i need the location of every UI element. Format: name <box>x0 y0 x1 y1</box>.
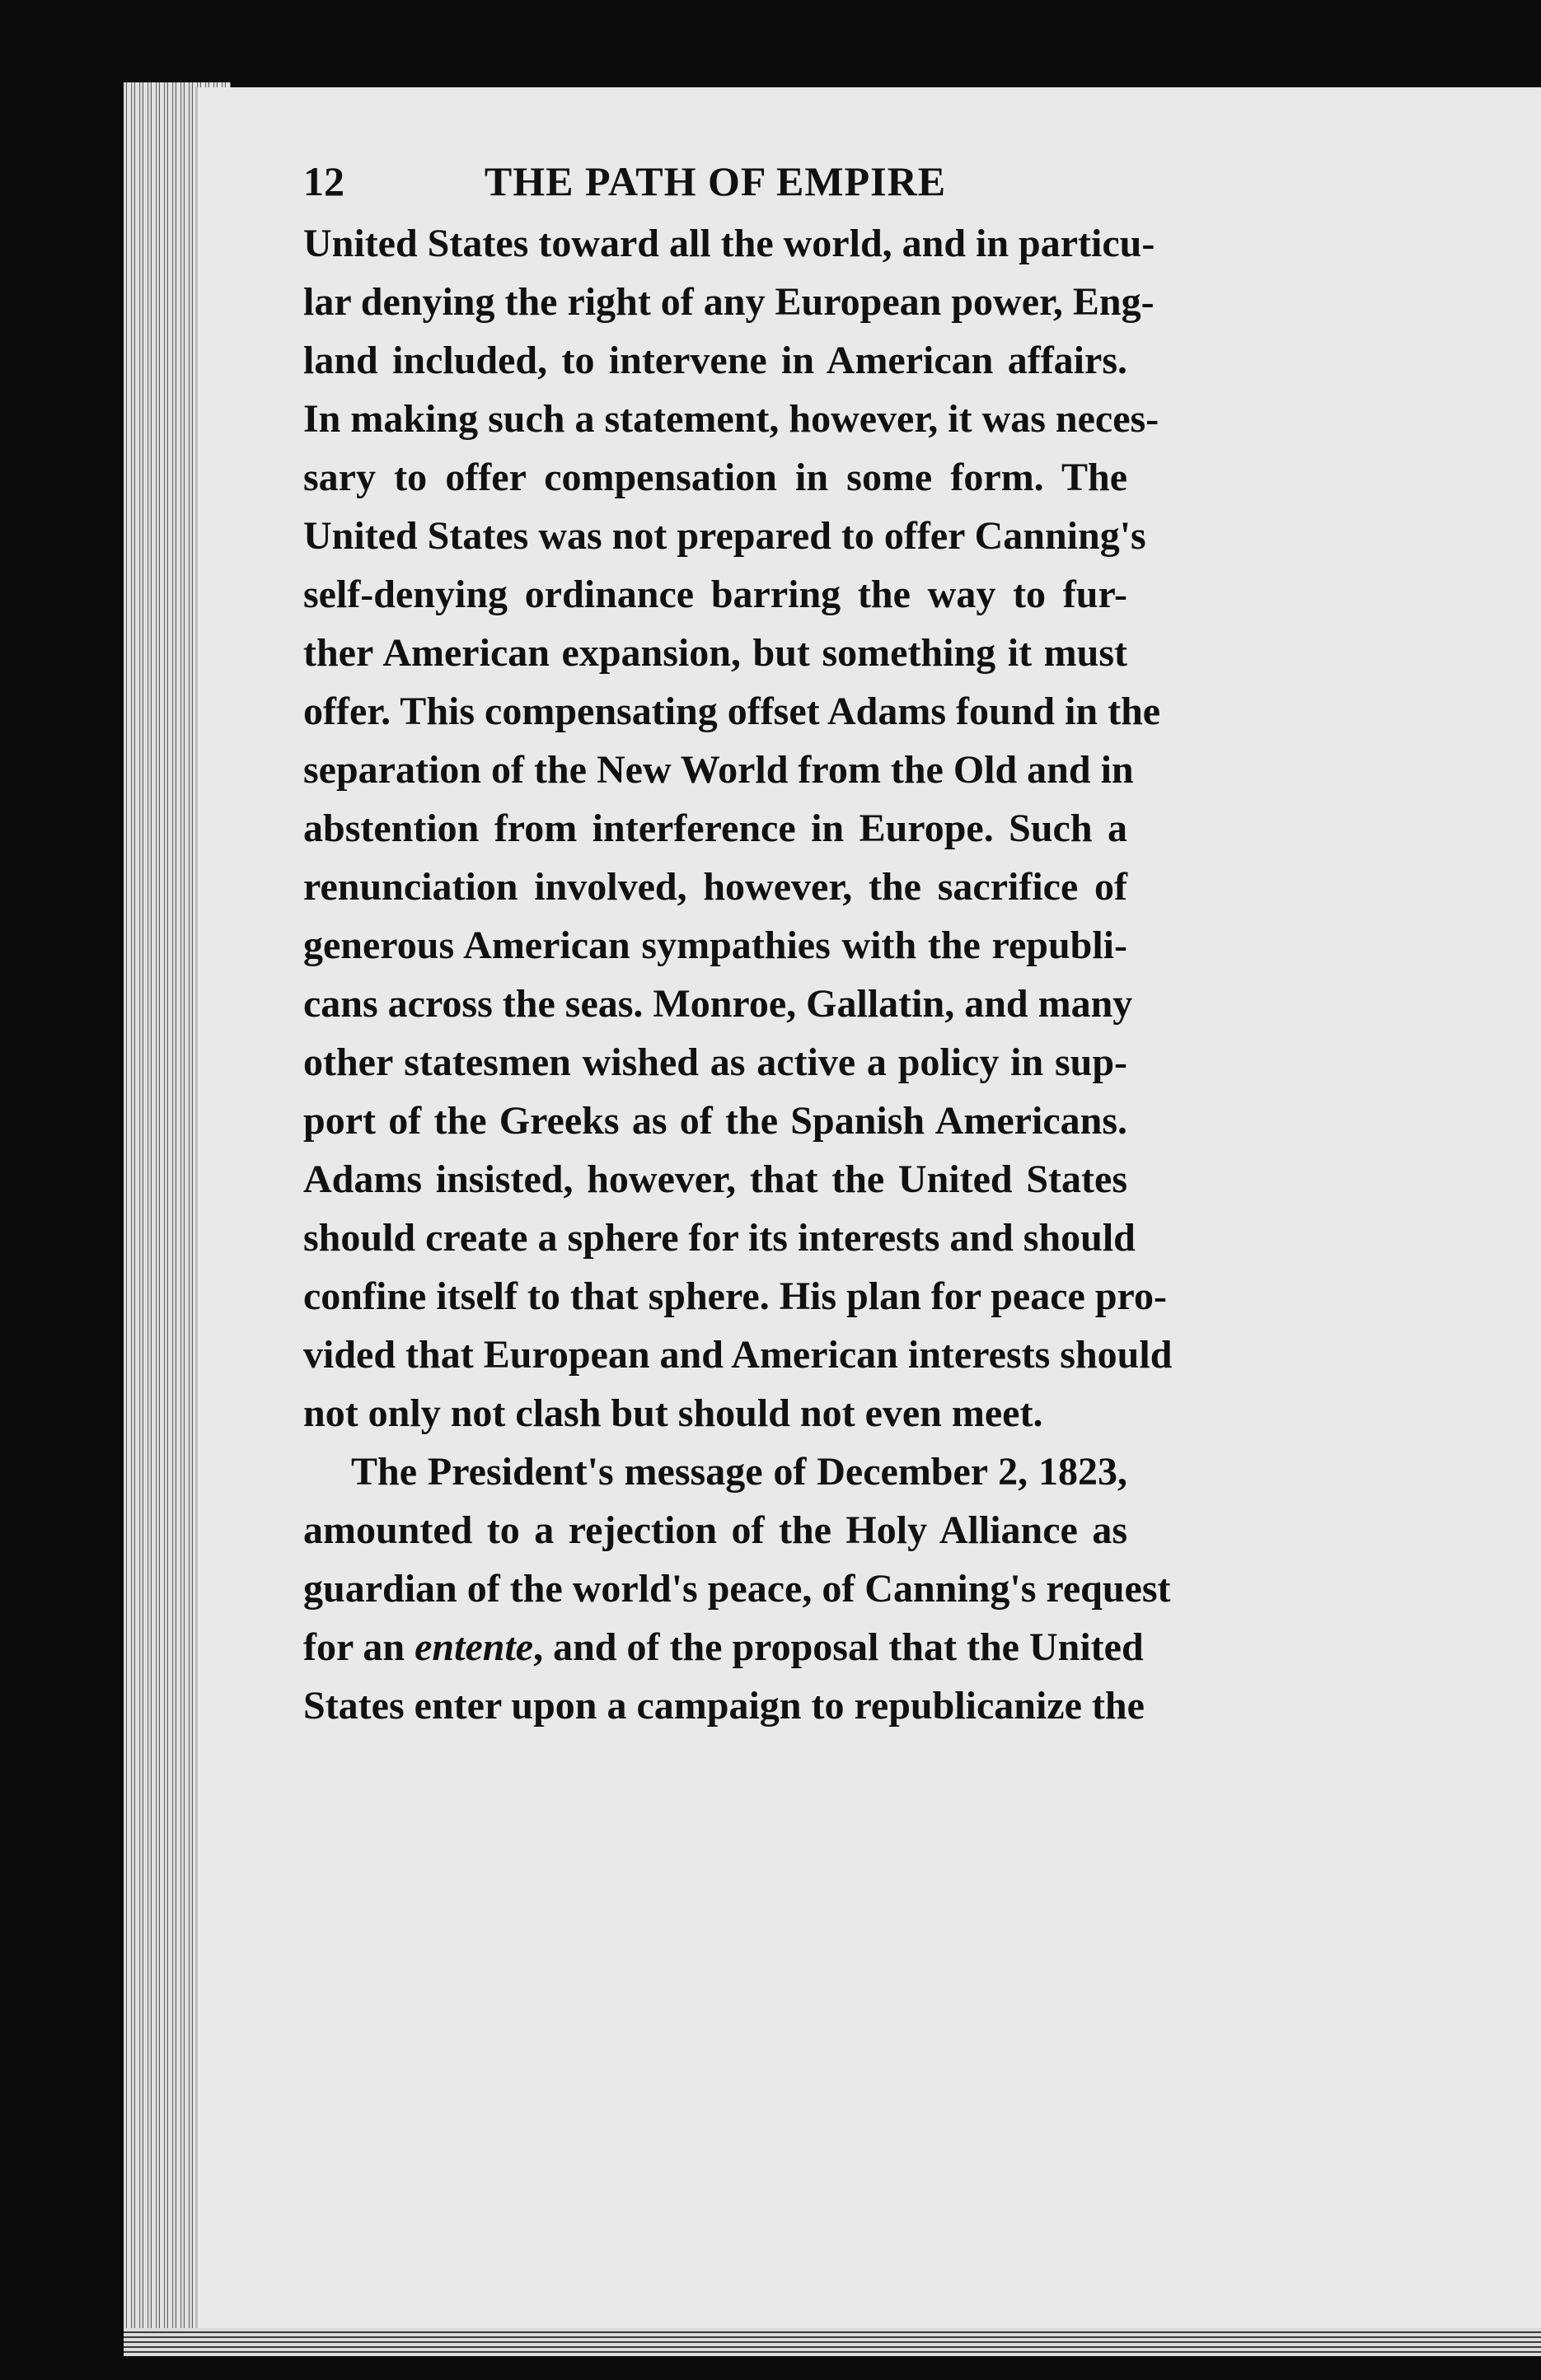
book-bottom-edge <box>124 2328 1541 2356</box>
text-line: The President's message of December 2, 1823, <box>351 1450 1127 1494</box>
text-line: land included, to intervene in American affairs. <box>303 339 1127 382</box>
text-line: renunciation involved, however, the sacrifice of <box>303 865 1127 909</box>
text-line: self-denying ordinance barring the way to fur- <box>303 573 1127 616</box>
text-line: lar denying the right of any European power, Eng- <box>303 280 1155 324</box>
text-line: should create a sphere for its interests and should <box>303 1216 1136 1260</box>
text-line: port of the Greeks as of the Spanish Americans. <box>303 1099 1127 1143</box>
text-line: ther American expansion, but something it must <box>303 631 1127 675</box>
text-line: amounted to a rejection of the Holy Alliance as <box>303 1508 1127 1552</box>
paragraph-1 <box>303 214 1173 1442</box>
text-line: abstention from interference in Europe. Such a <box>303 807 1127 850</box>
text-line: In making such a statement, however, it was neces- <box>303 397 1159 441</box>
text-line: sary to offer compensation in some form. The <box>303 456 1127 499</box>
text-line: cans across the seas. Monroe, Gallatin, and many <box>303 982 1133 1026</box>
text-line: United States toward all the world, and in particu- <box>303 222 1155 265</box>
paragraph-2 <box>303 1442 1171 1735</box>
text-line: States enter upon a campaign to republicanize the <box>303 1684 1145 1728</box>
text-line: not only not clash but should not even meet. <box>303 1391 1043 1435</box>
page-content <box>303 148 1173 1735</box>
italic-word: entente <box>415 1625 534 1669</box>
text-line: United States was not prepared to offer Canning's <box>303 514 1146 558</box>
text-line: vided that European and American interests should <box>303 1333 1173 1377</box>
text-line: guardian of the world's peace, of Canning's request <box>303 1567 1171 1611</box>
text-line: offer. This compensating offset Adams found in the <box>303 690 1161 733</box>
text-fragment: for an <box>303 1625 415 1669</box>
text-line: confine itself to that sphere. His plan for peace pro- <box>303 1274 1167 1318</box>
text-fragment: , and of the proposal that the United <box>533 1625 1144 1669</box>
text-line: Adams insisted, however, that the United States <box>303 1157 1127 1201</box>
page-number: 12 <box>303 158 344 204</box>
running-head <box>303 148 1127 214</box>
text-line: other statesmen wished as active a policy in sup- <box>303 1040 1127 1084</box>
text-line: separation of the New World from the Old and in <box>303 748 1134 792</box>
text-line: generous American sympathies with the republi- <box>303 923 1127 967</box>
running-title: THE PATH OF EMPIRE <box>484 158 947 204</box>
text-line-with-italic <box>303 1618 1144 1676</box>
